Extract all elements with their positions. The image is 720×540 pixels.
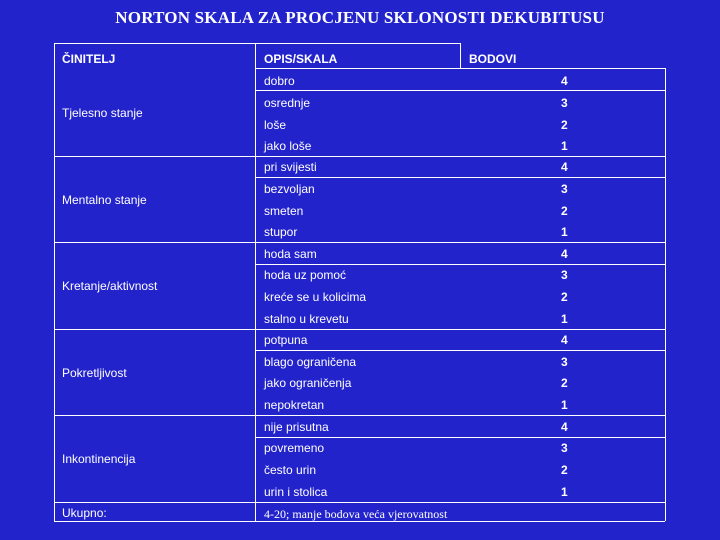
scale-points: 1 bbox=[561, 398, 568, 412]
scale-points: 4 bbox=[561, 333, 568, 347]
scale-points: 1 bbox=[561, 485, 568, 499]
scale-points: 3 bbox=[561, 96, 568, 110]
scale-points: 1 bbox=[561, 312, 568, 326]
scale-description: smeten bbox=[264, 204, 304, 218]
factor-label: Pokretljivost bbox=[62, 366, 127, 380]
scale-description: dobro bbox=[264, 74, 295, 88]
scale-points: 4 bbox=[561, 74, 568, 88]
scale-description: potpuna bbox=[264, 333, 308, 347]
total-note: 4-20; manje bodova veća vjerovatnost bbox=[264, 507, 448, 521]
scale-description: urin i stolica bbox=[264, 485, 328, 499]
scale-description: nepokretan bbox=[264, 398, 325, 412]
scale-description: hoda sam bbox=[264, 247, 317, 261]
page-title: NORTON SKALA ZA PROCJENU SKLONOSTI DEKUBITUSU bbox=[115, 8, 605, 27]
scale-description: nije prisutna bbox=[264, 420, 329, 434]
scale-points: 4 bbox=[561, 247, 568, 261]
scale-points: 4 bbox=[561, 420, 568, 434]
scale-description: kreće se u kolicima bbox=[264, 290, 367, 304]
header-description: OPIS/SKALA bbox=[264, 52, 338, 66]
scale-description: bezvoljan bbox=[264, 182, 315, 196]
scale-points: 2 bbox=[561, 463, 568, 477]
factor-label: Inkontinencija bbox=[62, 452, 136, 466]
header-factor: ČINITELJ bbox=[62, 52, 116, 66]
scale-description: hoda uz pomoć bbox=[264, 268, 347, 282]
scale-points: 1 bbox=[561, 225, 568, 239]
scale-points: 3 bbox=[561, 268, 568, 282]
scale-points: 3 bbox=[561, 182, 568, 196]
scale-description: stupor bbox=[264, 225, 298, 239]
scale-description: često urin bbox=[264, 463, 317, 477]
scale-description: pri svijesti bbox=[264, 160, 317, 174]
total-label: Ukupno: bbox=[62, 506, 107, 520]
scale-description: loše bbox=[264, 118, 287, 132]
header-points: BODOVI bbox=[469, 52, 517, 66]
scale-points: 1 bbox=[561, 139, 568, 153]
scale-description: povremeno bbox=[264, 441, 325, 455]
factor-label: Kretanje/aktivnost bbox=[62, 279, 158, 293]
scale-description: blago ograničena bbox=[264, 355, 357, 369]
scale-points: 2 bbox=[561, 290, 568, 304]
factor-label: Mentalno stanje bbox=[62, 193, 147, 207]
scale-points: 4 bbox=[561, 160, 568, 174]
factor-label: Tjelesno stanje bbox=[62, 106, 143, 120]
scale-description: osrednje bbox=[264, 96, 311, 110]
scale-points: 2 bbox=[561, 204, 568, 218]
scale-points: 2 bbox=[561, 118, 568, 132]
scale-description: stalno u krevetu bbox=[264, 312, 349, 326]
scale-description: jako ograničenja bbox=[264, 376, 352, 390]
scale-points: 3 bbox=[561, 441, 568, 455]
scale-description: jako loše bbox=[264, 139, 312, 153]
scale-points: 2 bbox=[561, 376, 568, 390]
scale-points: 3 bbox=[561, 355, 568, 369]
